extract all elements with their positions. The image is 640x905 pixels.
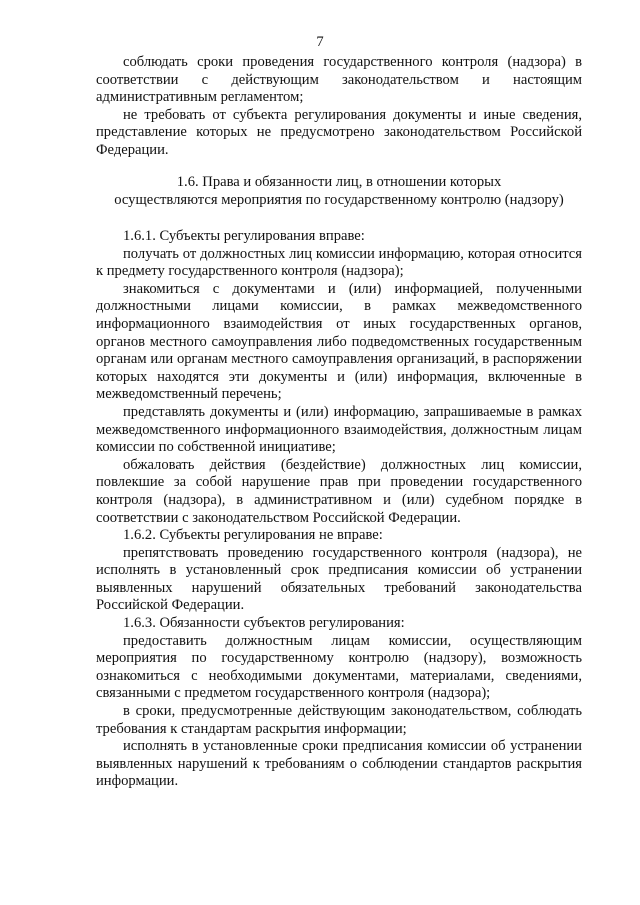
- subsection-heading: 1.6.2. Субъекты регулирования не вправе:: [123, 527, 383, 544]
- paragraph: обжаловать действия (бездействие) должностных лиц комиссии, повлекшие за собой нарушение прав при проведении государственного контроля (надзора), в административном и (или) судебном порядке в соответствии с законодательством Российской Федерации.: [96, 456, 582, 526]
- section-title-line: 1.6. Права и обязанности лиц, в отношении которых: [176, 174, 502, 190]
- paragraph: знакомиться с документами и (или) информацией, полученными должностными лицами комиссии, в рамках межведомственного информационного взаимодействия от иных государственных органов, органов местного самоуправления либо подведомственных государственным органам или органам местного самоуправления организаций, в распоряжении которых находятся эти документы и (или) информация, включенные в межведомственный перечень;: [96, 280, 582, 403]
- paragraph: исполнять в установленные сроки предписания комиссии об устранении выявленных нарушений к требованиям о соблюдении стандартов раскрытия информации.: [96, 738, 582, 790]
- intro-section: [96, 54, 582, 160]
- section-title-line: осуществляются мероприятия по государственному контролю (надзору): [114, 191, 564, 208]
- paragraph: получать от должностных лиц комиссии информацию, которая относится к предмету государственного контроля (надзора);: [96, 245, 582, 280]
- paragraph: соблюдать сроки проведения государственного контроля (надзора) в соответствии с действующим законодательством и настоящим административным регламентом;: [96, 54, 582, 106]
- paragraph: представлять документы и (или) информацию, запрашиваемые в рамках межведомственного информационного взаимодействия, должностным лицам комиссии по собственной инициативе;: [96, 403, 582, 456]
- subsection-heading: 1.6.3. Обязанности субъектов регулирования:: [123, 615, 405, 632]
- paragraph: препятствовать проведению государственного контроля (надзора), не исполнять в установленный срок предписания комиссии об устранении выявленных нарушений обязательных требований законодательства Российской Федерации.: [96, 544, 582, 614]
- paragraph: в сроки, предусмотренные действующим законодательством, соблюдать требования к стандартам раскрытия информации;: [96, 703, 582, 737]
- section-heading: [96, 174, 582, 209]
- section-body: [96, 228, 582, 791]
- page-number: 7: [316, 34, 324, 50]
- paragraph: предоставить должностным лицам комиссии, осуществляющим мероприятия по государственному контролю (надзору), возможность ознакомиться с необходимыми документами, материалами, сведениями, связанными с предметом государственного контроля (надзора);: [96, 632, 582, 702]
- subsection-heading: 1.6.1. Субъекты регулирования вправе:: [123, 228, 365, 244]
- paragraph: не требовать от субъекта регулирования документы и иные сведения, представление которых не предусмотрено законодательством Российской Федерации.: [96, 106, 582, 158]
